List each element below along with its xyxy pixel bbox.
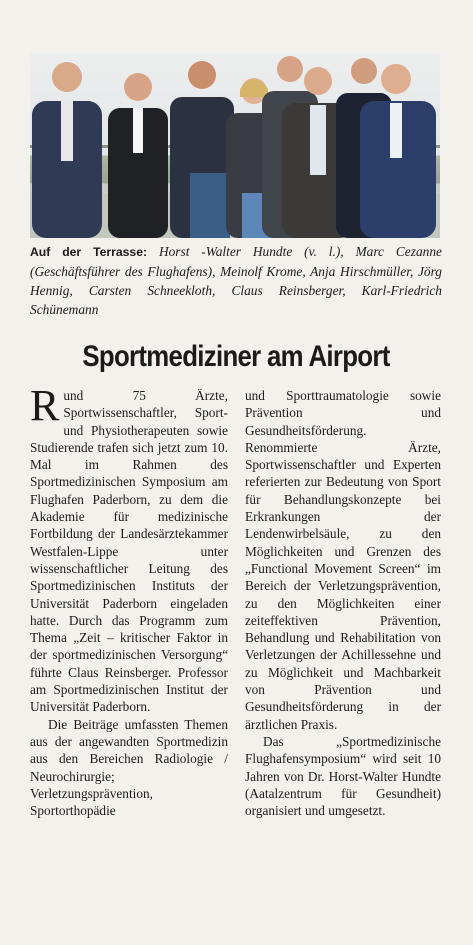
caption-lead: Auf der Terrasse: (30, 245, 148, 259)
drop-cap: R (30, 381, 60, 430)
article-text: und 75 Ärzte, Sportwissenschaftler, Sport- und Physiotherapeuten sowie Studierende trafen sich jetzt zum 10. Mal im Rahmen des Sportmedizinischen Symposium am Flughafen Paderborn, zu dem die Akademie für medizinische Fortbildung der Landesärztekammer Westfalen-Lippe unter wissenschaftlicher Leitung des Sportmedizinischen Instituts der Universität Paderborn eingeladen hatte. Durch das Programm zum Thema „Zeit – kritischer Faktor in der sportmedizinischen Versorgung“ führte Claus Reinsberger. Professor am Sportmedizinischen Institut der Universität Paderborn. (30, 388, 228, 715)
article-paragraph: Das „Sportmedizinische Flughafensymposium“ wird seit 10 Jahren von Dr. Horst-Walter Hundte (Aatalzentrum für Gesundheit) organisiert und umgesetzt. (245, 733, 441, 819)
group-photo-illustration (30, 53, 440, 238)
group-photo (30, 53, 440, 238)
article-paragraph (30, 381, 228, 716)
article-column-right (245, 387, 441, 819)
article-headline: Sportmediziner am Airport (82, 340, 390, 373)
article-paragraph: Die Beiträge umfassten Themen aus der angewandten Sportmedizin aus den Bereichen Radiologie / Neurochirurgie; Verletzungsprävention, Sportorthopädie (30, 716, 228, 819)
photo-caption (30, 242, 442, 319)
article-paragraph: und Sporttraumatologie sowie Prävention und Gesundheitsförderung. Renommierte Ärzte, Sportwissenschaftler und Experten referierten zur Bedeutung von Sport für Behandlungskonzepte bei Erkrankungen der Lendenwirbelsäule, zu den Möglichkeiten und Grenzen des „Functional Movement Screen“ im Bereich der Verletzungsprävention, zu den Möglichkeiten einer zeiteffektiven Prävention, Behandlung und Rehabilitation von Verletzungen der Achillessehne und zu Möglichkeit und Machbarkeit von Prävention und Gesundheitsförderung in der ärztlichen Praxis. (245, 388, 441, 732)
caption-names: Horst -Walter Hundte (v. l.), Marc Cezanne (Geschäftsführer des Flughafens), Meinolf Krome, Anja Hirschmüller, Jörg Hennig, Carsten Schneekloth, Claus Reinsberger, Karl-Friedrich Schünemann (30, 244, 442, 317)
article-column-left (30, 381, 228, 819)
